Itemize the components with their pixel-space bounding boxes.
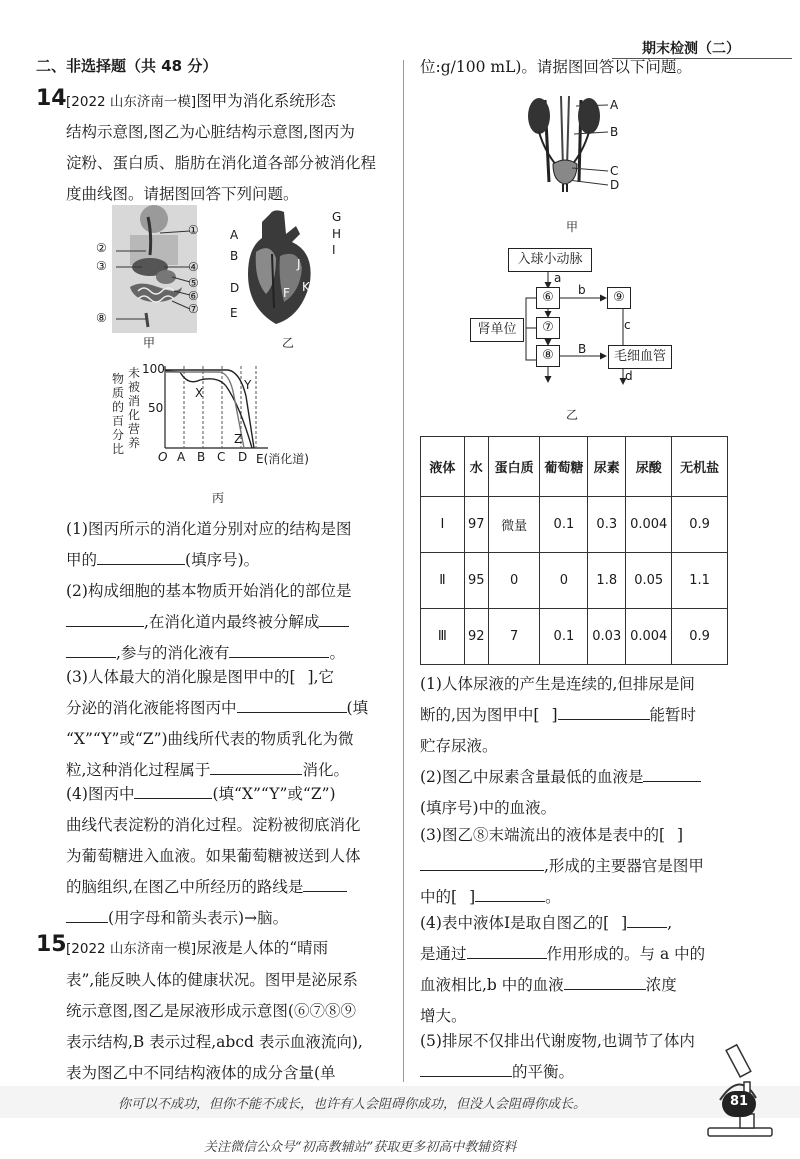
answer-blank[interactable] — [467, 939, 547, 959]
question-number: 15 — [36, 932, 67, 957]
footer-promo: 关注微信公众号“初高教辅站”获取更多初高中教辅资料 — [204, 1140, 517, 1155]
answer-blank[interactable] — [237, 693, 347, 713]
subquestion-4: (4)表中液体Ⅰ是取自图乙的[ ] , 是通过 作用形成的。与 a 中的 血液相比,b 中的血液 浓度 增大。 — [420, 908, 750, 1032]
flow-label-a: a — [554, 271, 562, 285]
column-divider — [403, 60, 404, 1082]
digestive-label: ② — [96, 241, 107, 255]
urinary-label: C — [610, 164, 619, 178]
table-header: 尿酸 — [626, 437, 672, 497]
table-cell: 97 — [464, 497, 488, 553]
table-header: 无机盐 — [672, 437, 728, 497]
table-header: 蛋白质 — [488, 437, 540, 497]
answer-blank[interactable] — [66, 607, 144, 627]
digestive-label: ③ — [96, 259, 107, 273]
curve-y-title: 物质的百分比 — [112, 372, 125, 456]
figure-caption: 甲 — [566, 220, 579, 234]
heart-label: I — [332, 243, 336, 257]
answer-blank[interactable] — [420, 851, 544, 871]
flow-label-B: B — [578, 342, 587, 356]
table-cell: Ⅲ — [421, 609, 465, 665]
curve-x-tick: D — [238, 450, 248, 464]
subquestion-5: (5)排尿不仅排出代谢废物,也调节了体内 的平衡。 — [420, 1032, 695, 1081]
table-cell: Ⅱ — [421, 553, 465, 609]
digestive-label: ⑥ — [188, 289, 199, 303]
answer-blank[interactable] — [627, 908, 667, 928]
digestive-label: ⑦ — [188, 302, 199, 316]
table-row — [421, 553, 728, 609]
flow-box-6: ⑥ — [536, 287, 560, 309]
table-cell: 92 — [464, 609, 488, 665]
figure-caption: 甲 — [143, 336, 156, 350]
table-cell: 0.004 — [626, 497, 672, 553]
question-source: [2022 山东济南一模] — [66, 94, 197, 110]
table-header-row — [421, 437, 728, 497]
table-header: 尿素 — [588, 437, 626, 497]
flow-box-9: ⑨ — [607, 287, 631, 309]
composition-table — [420, 436, 728, 665]
answer-blank[interactable] — [303, 872, 347, 892]
question-intro: [2022 山东济南一模]尿液是人体的“晴雨 表”,能反映人体的健康状况。图甲是泌尿系 统示意图,图乙是尿液形成示意图(⑥⑦⑧⑨ 表示结构,B 表示过程,abcd 表示血液流向), 表为图乙中不同结构液体的成分含量(单 — [66, 939, 363, 1082]
flow-label-b: b — [578, 283, 586, 297]
flow-box-7: ⑦ — [536, 317, 560, 339]
digestion-curve — [160, 366, 270, 450]
answer-blank[interactable] — [319, 607, 349, 627]
subquestion-1: (1)人体尿液的产生是连续的,但排尿是间 断的,因为图甲中[ ] 能暂时 贮存尿液。 — [420, 675, 697, 755]
digestive-system-figure — [90, 205, 225, 335]
subquestion-1: (1)图丙所示的消化道分别对应的结构是图 甲的 (填序号)。 — [66, 520, 352, 569]
curve-x-tick: C — [217, 450, 226, 464]
curve-label-y: Y — [244, 378, 252, 392]
microscope-icon — [700, 1040, 780, 1140]
curve-y-title: 未被消化营养 — [128, 366, 141, 450]
subquestion-3: (3)人体最大的消化腺是图甲中的[ ],它 分泌的消化液能将图丙中 (填 “X”“Y”或“Z”)曲线所代表的物质乳化为微 粒,这种消化过程属于 消化。 — [66, 668, 369, 779]
table-cell: 0.1 — [540, 609, 588, 665]
answer-blank[interactable] — [66, 903, 108, 923]
subquestion-4: (4)图丙中 (填“X”“Y”或“Z”) 曲线代表淀粉的消化过程。淀粉被彻底消化 为葡萄糖进入血液。如果葡萄糖被送到人体 的脑组织,在图乙中所经历的路线是 (用字母和箭头表示)→脑。 — [66, 779, 396, 934]
table-cell: 1.8 — [588, 553, 626, 609]
heart-label: B — [230, 249, 239, 263]
digestive-label: ⑧ — [96, 311, 107, 325]
figure-caption: 乙 — [282, 336, 295, 350]
question-intro-line: 淀粉、蛋白质、脂肪在消化道各部分被消化程 — [66, 154, 377, 172]
table-cell: 0.9 — [672, 497, 728, 553]
digestive-label: ④ — [188, 260, 199, 274]
heart-label: E — [230, 306, 238, 320]
table-header: 葡萄糖 — [540, 437, 588, 497]
heart-label: A — [230, 228, 239, 242]
urinary-leader-lines — [572, 100, 612, 194]
heart-figure — [240, 208, 320, 328]
table-cell: 微量 — [488, 497, 540, 553]
question-intro-line: 度曲线图。请据图回答下列问题。 — [66, 185, 299, 203]
question-intro-line: 结构示意图,图乙为心脏结构示意图,图丙为 — [66, 123, 355, 141]
answer-blank[interactable] — [564, 970, 646, 990]
flow-box-unit: 肾单位 — [470, 318, 524, 342]
heart-label: D — [230, 281, 240, 295]
digestive-label: ① — [188, 223, 199, 237]
section-title: 二、非选择题（共 48 分） — [36, 57, 218, 75]
table-cell: 1.1 — [672, 553, 728, 609]
curve-y-tick: 50 — [148, 401, 164, 415]
answer-blank[interactable] — [558, 700, 650, 720]
curve-x-tick: A — [177, 450, 186, 464]
figure-caption: 丙 — [212, 491, 225, 505]
answer-blank[interactable] — [134, 779, 212, 799]
flow-box-afferent: 入球小动脉 — [508, 248, 592, 272]
heart-label: J — [297, 257, 301, 271]
footer-motto: 你可以不成功，但你不能不成长，也许有人会阻碍你成功，但没人会阻碍你成长。 — [118, 1097, 587, 1112]
table-cell: 95 — [464, 553, 488, 609]
question-number: 14 — [36, 86, 67, 111]
curve-x-tick: B — [197, 450, 206, 464]
answer-blank[interactable] — [475, 882, 545, 902]
table-cell: 0 — [540, 553, 588, 609]
table-cell: Ⅰ — [421, 497, 465, 553]
heart-label: K — [302, 280, 310, 294]
urinary-label: A — [610, 98, 619, 112]
question-intro: [2022 山东济南一模]图甲为消化系统形态 — [66, 92, 336, 110]
page-number: 81 — [730, 1094, 749, 1109]
curve-label-x: X — [195, 386, 204, 400]
heart-label: H — [332, 227, 342, 241]
heart-label: F — [283, 286, 290, 300]
flow-box-capillary: 毛细血管 — [608, 345, 672, 369]
table-cell: 0.03 — [588, 609, 626, 665]
question-source: [2022 山东济南一模] — [66, 941, 197, 957]
subquestion-2: (2)构成细胞的基本物质开始消化的部位是 ,在消化道内最终被分解成 ,参与的消化液有 。 — [66, 582, 352, 662]
answer-blank[interactable] — [643, 762, 701, 782]
urinary-label: D — [610, 178, 620, 192]
table-cell: 0.05 — [626, 553, 672, 609]
digestive-label: ⑤ — [188, 276, 199, 290]
heart-label: G — [332, 210, 342, 224]
page-header-title: 期末检测（二） — [642, 41, 740, 57]
table-cell: 7 — [488, 609, 540, 665]
table-row — [421, 609, 728, 665]
flow-box-8: ⑧ — [536, 345, 560, 367]
curve-y-tick: 100 — [142, 362, 165, 376]
table-row — [421, 497, 728, 553]
answer-blank[interactable] — [66, 638, 116, 658]
question-intro-continued: 位:g/100 mL)。请据图回答以下问题。 — [420, 58, 692, 76]
table-cell: 0.004 — [626, 609, 672, 665]
subquestion-3: (3)图乙⑧末端流出的液体是表中的[ ] ,形成的主要器官是图甲 中的[ ] 。 — [420, 826, 704, 906]
urinary-label: B — [610, 125, 619, 139]
curve-origin: O — [158, 450, 168, 464]
table-header: 液体 — [421, 437, 465, 497]
answer-blank[interactable] — [210, 755, 302, 775]
answer-blank[interactable] — [97, 545, 185, 565]
flow-label-c: c — [624, 318, 631, 332]
answer-blank[interactable] — [229, 638, 329, 658]
table-cell: 0.9 — [672, 609, 728, 665]
curve-label-z: Z — [234, 432, 243, 446]
figure-caption: 乙 — [566, 408, 579, 422]
table-cell: 0.3 — [588, 497, 626, 553]
flow-label-d: d — [625, 369, 633, 383]
curve-x-tick: E(消化道) — [256, 452, 309, 466]
subquestion-2: (2)图乙中尿素含量最低的血液是 (填序号)中的血液。 — [420, 762, 750, 824]
answer-blank[interactable] — [420, 1057, 512, 1077]
table-header: 水 — [464, 437, 488, 497]
table-cell: 0.1 — [540, 497, 588, 553]
table-cell: 0 — [488, 553, 540, 609]
